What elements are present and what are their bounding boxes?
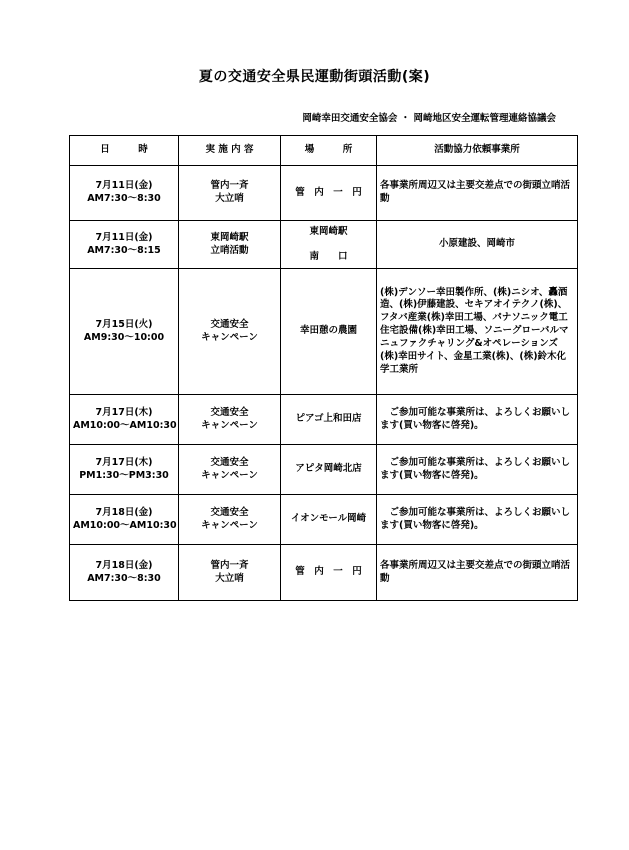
schedule-table xyxy=(69,135,578,601)
date-time: AM7:30～8:15 xyxy=(87,244,161,256)
page-title: 夏の交通安全県民運動街頭活動(案) xyxy=(198,69,431,85)
companies-text: 小原建設、岡崎市 xyxy=(438,238,515,250)
content-line: 交通安全 xyxy=(210,318,249,330)
place-line: アピタ岡崎北店 xyxy=(295,463,362,475)
place-line: 管 内 一 円 xyxy=(295,186,362,198)
content-line: 管内一斉 xyxy=(210,180,249,192)
cell-place xyxy=(281,445,377,495)
place-line: ピアゴ上和田店 xyxy=(295,413,362,425)
cell-place xyxy=(281,495,377,545)
content-line: キャンペーン xyxy=(201,419,258,431)
cell-companies xyxy=(377,166,578,221)
place-line: 幸田憩の農園 xyxy=(299,325,357,337)
companies-text: ご参加可能な事業所は、よろしくお願いします(買い物客に啓発)。 xyxy=(380,406,571,431)
place-line: 東岡崎駅 xyxy=(309,225,348,237)
date-time: PM1:30～PM3:30 xyxy=(79,469,169,481)
content-line: 立哨活動 xyxy=(210,244,249,256)
cell-companies xyxy=(377,545,578,601)
cell-content xyxy=(179,221,281,269)
content-line: 交通安全 xyxy=(210,506,249,518)
cell-place xyxy=(281,269,377,395)
companies-text: 各事業所周辺又は主要交差点での街頭立哨活動 xyxy=(380,559,571,584)
companies-text: ご参加可能な事業所は、よろしくお願いします(買い物客に啓発)。 xyxy=(380,456,571,481)
date-time: AM10:00～AM10:30 xyxy=(73,519,177,531)
cell-content xyxy=(179,445,281,495)
companies-text: ご参加可能な事業所は、よろしくお願いします(買い物客に啓発)。 xyxy=(380,506,571,531)
date-time: AM10:00～AM10:30 xyxy=(73,419,177,431)
table-row xyxy=(70,166,578,221)
cell-date xyxy=(70,269,179,395)
place-line: 南 口 xyxy=(309,250,348,262)
date-time: AM7:30～8:30 xyxy=(87,572,161,584)
cell-date xyxy=(70,221,179,269)
cell-content xyxy=(179,495,281,545)
cell-place xyxy=(281,166,377,221)
content-line: キャンペーン xyxy=(201,469,258,481)
cell-content xyxy=(179,269,281,395)
header-companies: 活動協力依頼事業所 xyxy=(377,136,578,166)
cell-content xyxy=(179,166,281,221)
organizers: 岡崎幸田交通安全協会 ・ 岡崎地区安全運転管理連絡協議会 xyxy=(302,113,556,124)
cell-date xyxy=(70,445,179,495)
date-day: 7月18日(金) xyxy=(95,506,153,518)
content-line: キャンペーン xyxy=(201,331,258,343)
cell-date xyxy=(70,545,179,601)
date-day: 7月18日(金) xyxy=(95,559,153,571)
table-row xyxy=(70,545,578,601)
cell-companies xyxy=(377,221,578,269)
content-line: 交通安全 xyxy=(210,406,249,418)
cell-date xyxy=(70,166,179,221)
header-content: 実 施 内 容 xyxy=(179,136,281,166)
table-row xyxy=(70,495,578,545)
table-row xyxy=(70,445,578,495)
content-line: 交通安全 xyxy=(210,456,249,468)
date-time: AM9:30～10:00 xyxy=(83,331,165,343)
cell-content xyxy=(179,545,281,601)
companies-text: 各事業所周辺又は主要交差点での街頭立哨活動 xyxy=(380,180,571,204)
date-day: 7月17日(木) xyxy=(95,456,153,468)
cell-companies xyxy=(377,269,578,395)
date-day: 7月15日(火) xyxy=(95,318,153,330)
content-line: 管内一斉 xyxy=(210,559,249,571)
table-header-row xyxy=(70,136,578,166)
cell-companies xyxy=(377,445,578,495)
cell-companies xyxy=(377,495,578,545)
cell-place xyxy=(281,545,377,601)
date-day: 7月11日(金) xyxy=(95,180,153,192)
date-day: 7月17日(木) xyxy=(95,406,153,418)
companies-text: (株)デンソー幸田製作所、(株)ニシオ、轟酒造、(株)伊藤建設、セキアオイテクノ(株)、フタバ産業(株)幸田工場、パナソニック電工住宅設備(株)幸田工場、ソニーグローバルマニュファクチャリング&オペレーションズ(株)幸田サイト、金星工業(株)、(株)鈴木化学工業所 xyxy=(380,286,569,375)
table-row xyxy=(70,221,578,269)
cell-date xyxy=(70,395,179,445)
date-time: AM7:30～8:30 xyxy=(87,193,161,204)
cell-place xyxy=(281,395,377,445)
cell-date xyxy=(70,495,179,545)
content-line: 東岡崎駅 xyxy=(210,231,249,243)
content-line: キャンペーン xyxy=(201,519,258,531)
cell-place xyxy=(281,221,377,269)
header-place: 場 所 xyxy=(281,136,377,166)
date-day: 7月11日(金) xyxy=(95,231,153,243)
place-line: イオンモール岡崎 xyxy=(290,513,367,525)
header-date: 日 時 xyxy=(70,136,179,166)
table-row xyxy=(70,395,578,445)
content-line: 大立哨 xyxy=(215,572,244,584)
table-row xyxy=(70,269,578,395)
cell-content xyxy=(179,395,281,445)
place-line: 管 内 一 円 xyxy=(295,566,362,578)
cell-companies xyxy=(377,395,578,445)
content-line: 大立哨 xyxy=(215,193,244,204)
